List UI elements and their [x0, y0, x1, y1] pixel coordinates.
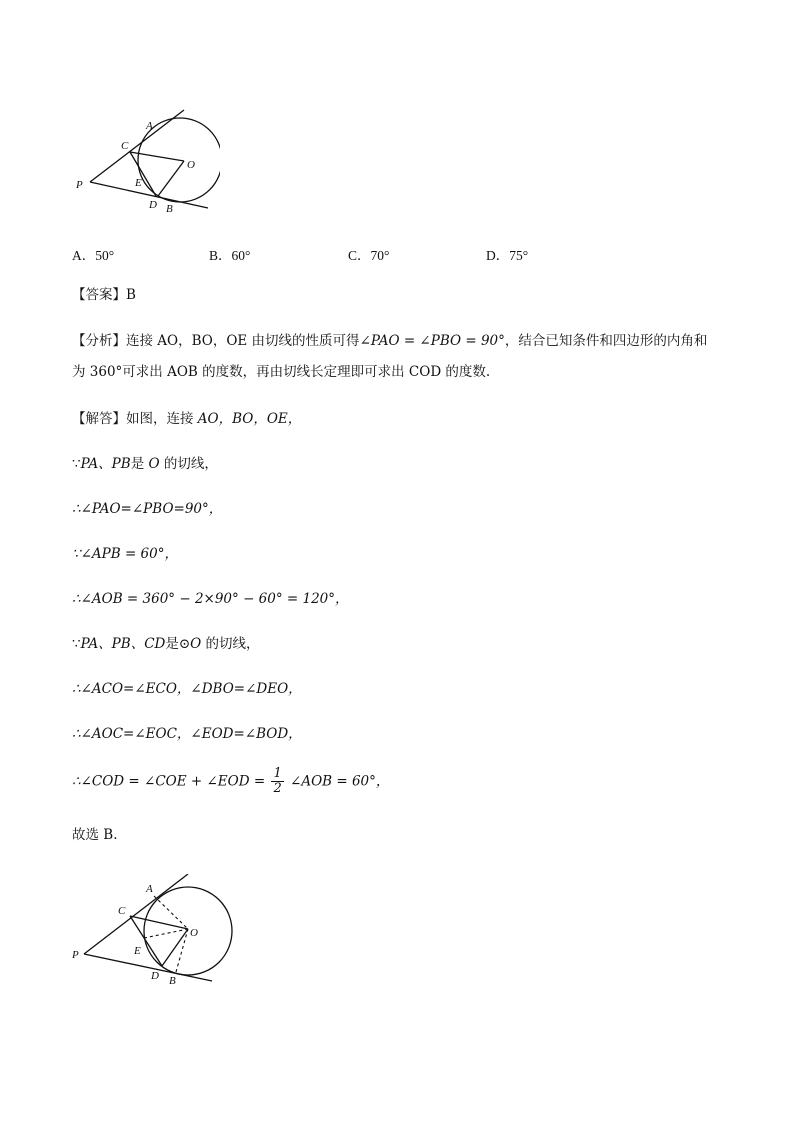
tangent-segment-cd	[130, 152, 156, 196]
solution-conclusion: 故选 B.	[72, 827, 118, 843]
tangent-segment-cd-bottom	[130, 916, 162, 966]
figure-bottom	[66, 874, 236, 992]
label-a: A	[146, 120, 153, 132]
solution-step-5: ∵PA、PB、CD是⊙O 的切线，	[72, 636, 260, 652]
figure-top	[70, 104, 220, 216]
analysis-formula: ∠PAO = ∠PBO = 90°	[359, 333, 505, 349]
label-c: C	[121, 140, 129, 152]
label-d-bottom: D	[151, 970, 159, 982]
solution-step-6: ∴∠ACO=∠ECO，∠DBO=∠DEO，	[72, 681, 302, 697]
dashed-segment-eo	[144, 929, 188, 938]
option-b[interactable]: B．60°	[209, 248, 251, 263]
solution-step-7: ∴∠AOC=∠EOC，∠EOD=∠BOD，	[72, 726, 302, 742]
answer-value: B	[126, 287, 136, 303]
option-d[interactable]: D．75°	[486, 248, 529, 263]
analysis-line-1: 【分析】连接 AO，BO，OE 由切线的性质可得∠PAO = ∠PBO = 90°，结合已知条件和四边形的内角和	[72, 333, 708, 349]
label-o-bottom: O	[190, 927, 198, 939]
label-a-bottom: A	[146, 883, 153, 895]
answer-tag: 【答案】	[72, 287, 126, 303]
answer-line	[72, 289, 136, 303]
segment-od	[158, 161, 184, 196]
fraction-one-half: $\frac{1}{2}$	[273, 766, 282, 797]
analysis-tag: 【分析】	[72, 333, 126, 349]
solution-intro: 【解答】如图，连接 AO，BO，OE，	[72, 411, 302, 427]
label-c-bottom: C	[118, 905, 126, 917]
label-o: O	[187, 159, 195, 171]
tangent-line-pb-bottom	[84, 954, 212, 981]
solution-step-3: ∵∠APB = 60°，	[72, 546, 178, 562]
label-d: D	[149, 199, 157, 211]
dashed-segment-bo	[176, 929, 188, 972]
label-p-bottom: P	[72, 949, 79, 961]
segment-co-bottom	[130, 916, 188, 929]
label-e: E	[135, 177, 142, 189]
label-b-bottom: B	[169, 975, 176, 987]
solution-step-1: ∵PA、PB是 O 的切线，	[72, 456, 218, 472]
option-a[interactable]: A．50°	[72, 248, 115, 263]
analysis-line-2: 为 360°可求出 AOB 的度数，再由切线长定理即可求出 COD 的度数.	[72, 364, 491, 380]
dashed-segment-ao	[154, 896, 188, 929]
solution-tag: 【解答】	[72, 411, 126, 427]
tangent-line-pa	[90, 110, 184, 182]
solution-step-2: ∴∠PAO=∠PBO=90°，	[72, 501, 223, 517]
label-p: P	[76, 179, 83, 191]
label-b: B	[166, 203, 173, 215]
option-c[interactable]: C．70°	[348, 248, 390, 263]
solution-step-8: ∴∠COD = ∠COE + ∠EOD = $\frac{1}{2}$ ∠AOB = 60°，	[72, 766, 390, 797]
solution-step-4: ∴∠AOB = 360° − 2×90° − 60° = 120°，	[72, 591, 349, 607]
label-e-bottom: E	[134, 945, 141, 957]
segment-od-bottom	[162, 929, 188, 966]
